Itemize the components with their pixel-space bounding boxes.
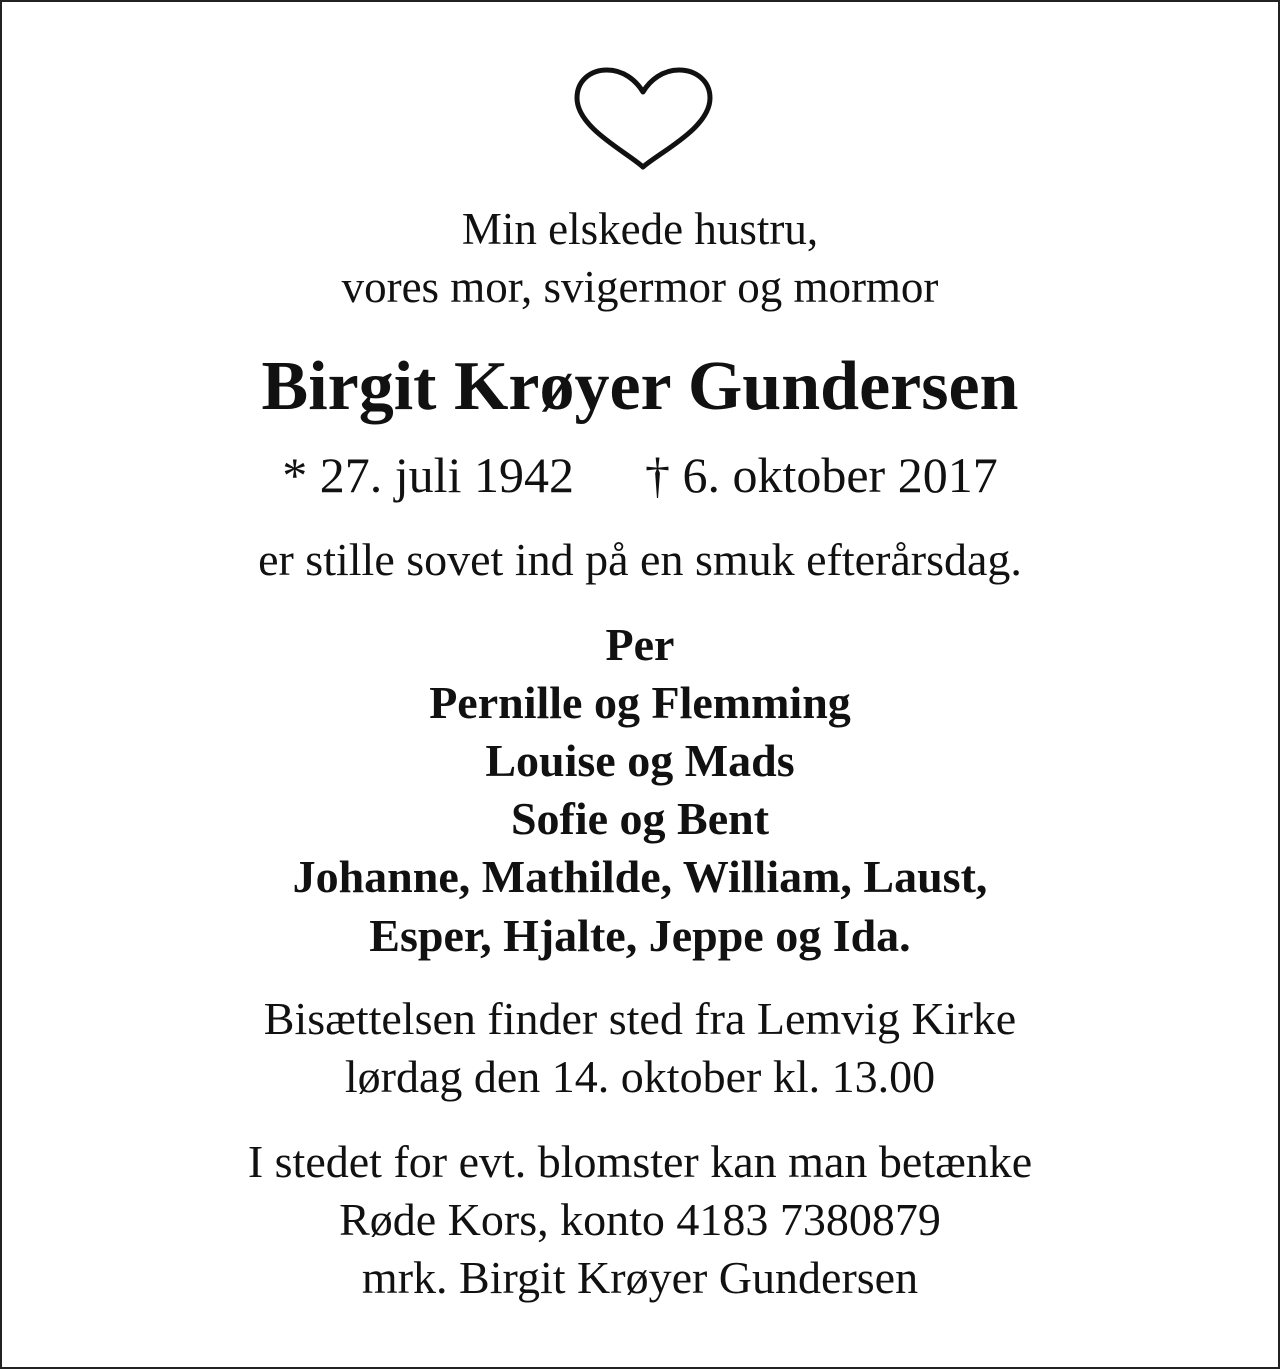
donation-line-2: Røde Kors, konto 4183 7380879	[339, 1194, 941, 1245]
born-symbol: *	[282, 447, 308, 503]
family-line-6: Esper, Hjalte, Jeppe og Ida.	[369, 910, 911, 961]
deceased-name: Birgit Krøyer Gundersen	[261, 348, 1019, 425]
died-date: 6. oktober 2017	[682, 447, 998, 503]
life-dates	[2, 447, 1278, 503]
family-line-4: Sofie og Bent	[510, 793, 770, 844]
family-line-3: Louise og Mads	[485, 735, 795, 786]
died-symbol: †	[644, 447, 670, 503]
donation-line-3: mrk. Birgit Krøyer Gundersen	[361, 1252, 919, 1303]
family-line-2: Pernille og Flemming	[429, 677, 851, 728]
heart-icon	[571, 66, 716, 171]
death-statement: er stille sovet ind på en smuk efterårsdag.	[258, 534, 1022, 585]
intro-line-1: Min elskede hustru,	[461, 204, 819, 254]
intro-line-2: vores mor, svigermor og mormor	[341, 262, 939, 312]
donation-line-1: I stedet for evt. blomster kan man betænke	[247, 1136, 1033, 1187]
funeral-line-1: Bisættelsen finder sted fra Lemvig Kirke	[263, 993, 1017, 1044]
family-line-5: Johanne, Mathilde, William, Laust,	[292, 851, 988, 902]
born-date: 27. juli 1942	[319, 447, 574, 503]
funeral-line-2: lørdag den 14. oktober kl. 13.00	[344, 1051, 936, 1102]
family-line-1: Per	[605, 619, 675, 670]
